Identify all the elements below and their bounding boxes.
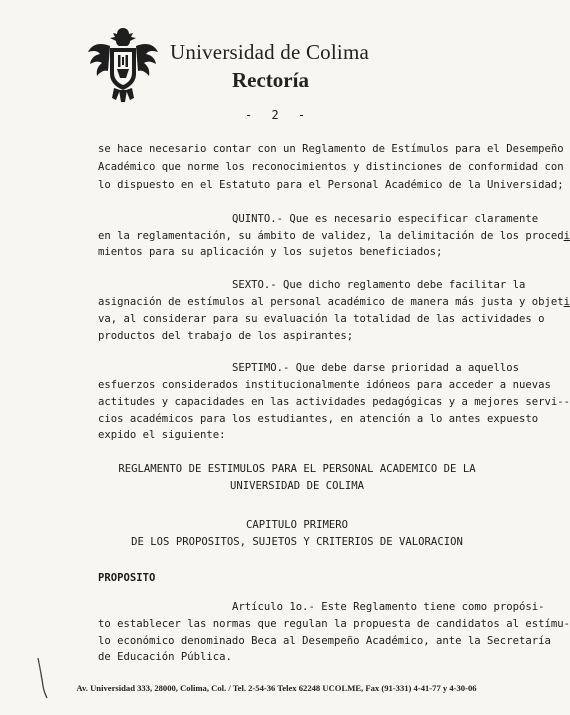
chapter-subheading: DE LOS PROPOSITOS, SUJETOS Y CRITERIOS DE VALORACION xyxy=(131,536,463,548)
article-line: de Educación Pública. xyxy=(98,651,232,663)
pen-mark-icon xyxy=(34,656,54,700)
sexto-line: productos del trabajo de los aspirantes; xyxy=(98,330,354,342)
septimo-line: SEPTIMO.- Que debe darse prioridad a aquellos xyxy=(232,362,520,374)
reglamento-title-line: UNIVERSIDAD DE COLIMA xyxy=(230,480,364,492)
septimo-line: expido el siguiente: xyxy=(98,429,226,441)
septimo-line: actitudes y capacidades en las actividades pedagógicas y a mejores servi-- xyxy=(98,396,570,408)
body-line: Académico que norme los reconocimientos y distinciones de conformidad con xyxy=(98,161,564,173)
quinto-line: QUINTO.- Que es necesario especificar claramente xyxy=(232,213,539,225)
article-line: lo económico denominado Beca al Desempeño Académico, ante la Secretaría xyxy=(98,635,551,647)
chapter-heading: CAPITULO PRIMERO xyxy=(245,519,349,531)
body-line: lo dispuesto en el Estatuto para el Personal Académico de la Universidad; xyxy=(98,179,564,191)
body-line: se hace necesario contar con un Reglamento de Estímulos para el Desempeño xyxy=(98,143,564,155)
sexto-line: SEXTO.- Que dicho reglamento debe facilitar la xyxy=(232,279,526,291)
university-seal-icon xyxy=(86,24,160,104)
page-number: - 2 - xyxy=(245,108,312,122)
septimo-line: cios académicos para los estudiantes, en atención a lo antes expuesto xyxy=(98,413,539,425)
sexto-line: asignación de estímulos al personal académico de manera más justa y objeti xyxy=(98,296,570,308)
letterhead-footer: Av. Universidad 333, 28000, Colima, Col. / Tel. 2-54-36 Telex 62248 UCOLME, Fax (91-331) 4-41-77 y 4-30-06 xyxy=(76,683,477,693)
reglamento-title-line: REGLAMENTO DE ESTIMULOS PARA EL PERSONAL ACADEMICO DE LA xyxy=(118,463,476,475)
article-line: to establecer las normas que regulan la propuesta de candidatos al estímu- xyxy=(98,618,570,630)
quinto-line: en la reglamentación, su ámbito de validez, la delimitación de los procedi xyxy=(98,230,570,242)
article-line: Artículo 1o.- Este Reglamento tiene como propósi- xyxy=(232,601,545,613)
sexto-line: va, al considerar para su evaluación la totalidad de las actividades o xyxy=(98,313,545,325)
office-title: Rectoría xyxy=(232,68,309,92)
section-heading: PROPOSITO xyxy=(98,572,156,584)
quinto-line: mientos para su aplicación y los sujetos beneficiados; xyxy=(98,246,443,258)
university-name: Universidad de Colima xyxy=(170,40,369,64)
septimo-line: esfuerzos considerados institucionalmente idóneos para acceder a nuevas xyxy=(98,379,551,391)
